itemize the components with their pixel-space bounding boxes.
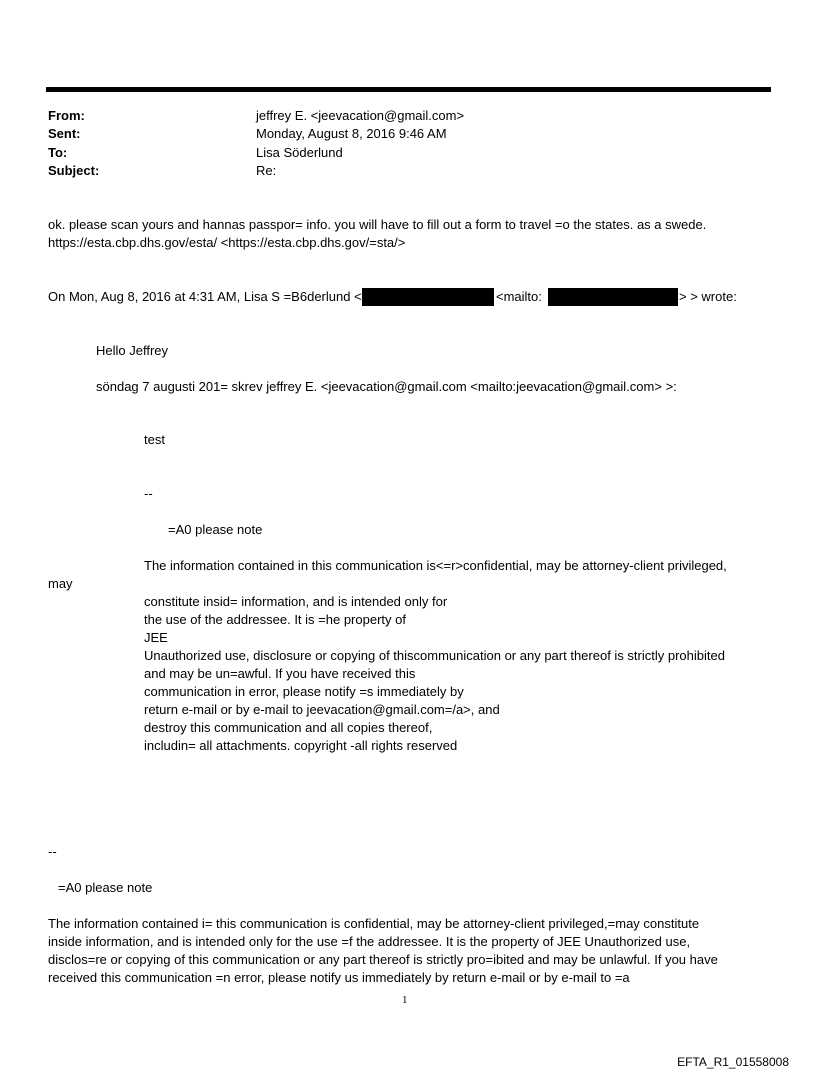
- quote-header-part-b: <mailto:: [496, 289, 542, 304]
- to-value: Lisa Söderlund: [256, 145, 343, 160]
- sent-value: Monday, August 8, 2016 9:46 AM: [256, 126, 447, 141]
- disclaimer-line: received this communication =n error, please notify us immediately by return e-mail or by e-mail to =a: [48, 970, 630, 985]
- disclaimer-line: return e-mail or by e-mail to jeevacation@gmail.com=/a>, and: [144, 702, 500, 717]
- nested-quote-header: söndag 7 augusti 201= skrev jeffrey E. <jeevacation@gmail.com <mailto:jeevacation@gmail.com> >:: [96, 379, 677, 394]
- sent-label: Sent:: [48, 126, 81, 141]
- redaction-box: [362, 288, 494, 306]
- test-text: test: [144, 432, 165, 447]
- disclaimer-line: inside information, and is intended only for the use =f the addressee. It is the property of JEE Unauthorized use,: [48, 934, 691, 949]
- signature-dashes: --: [48, 844, 57, 859]
- redaction-box: [548, 288, 678, 306]
- disclaimer-line: JEE: [144, 630, 168, 645]
- page-number: 1: [402, 994, 408, 1006]
- reply-line: ok. please scan yours and hannas passpor= info. you will have to fill out a form to travel =o the states. as a swede.: [48, 217, 707, 232]
- greeting: Hello Jeffrey: [96, 343, 169, 358]
- quote-header-part-a: On Mon, Aug 8, 2016 at 4:31 AM, Lisa S =B6derlund <: [48, 289, 362, 304]
- from-value: jeffrey E. <jeevacation@gmail.com>: [256, 108, 465, 123]
- subject-value: Re:: [256, 163, 277, 178]
- header-rule: [46, 87, 771, 92]
- disclaimer-line: the use of the addressee. It is =he property of: [144, 612, 406, 627]
- from-label: From:: [48, 108, 85, 123]
- please-note: =A0 please note: [58, 880, 153, 895]
- to-label: To:: [48, 145, 68, 160]
- disclaimer-line: and may be un=awful. If you have received this: [144, 666, 416, 681]
- disclaimer-line: disclos=re or copying of this communication or any part thereof is strictly pro=ibited and may be unlawful. If you have: [48, 952, 718, 967]
- disclaimer-line: The information contained i= this communication is confidential, may be attorney-client privileged,=may constitute: [48, 916, 700, 931]
- reply-link-line: https://esta.cbp.dhs.gov/esta/ <https://esta.cbp.dhs.gov/=sta/>: [48, 235, 406, 250]
- disclaimer-line: Unauthorized use, disclosure or copying of thiscommunication or any part thereof is strictly prohibited: [144, 648, 725, 663]
- disclaimer-line: may: [48, 576, 73, 591]
- disclaimer-line: communication in error, please notify =s immediately by: [144, 684, 464, 699]
- disclaimer-line: destroy this communication and all copies thereof,: [144, 720, 433, 735]
- subject-label: Subject:: [48, 163, 100, 178]
- quote-header-part-c: > > wrote:: [679, 289, 737, 304]
- disclaimer-line: includin= all attachments. copyright -all rights reserved: [144, 738, 458, 753]
- document-id: EFTA_R1_01558008: [677, 1055, 789, 1069]
- disclaimer-line: constitute insid= information, and is intended only for: [144, 594, 448, 609]
- signature-dashes: --: [144, 486, 153, 501]
- please-note: =A0 please note: [168, 522, 263, 537]
- disclaimer-line: The information contained in this communication is<=r>confidential, may be attorney-client privileged,: [144, 558, 727, 573]
